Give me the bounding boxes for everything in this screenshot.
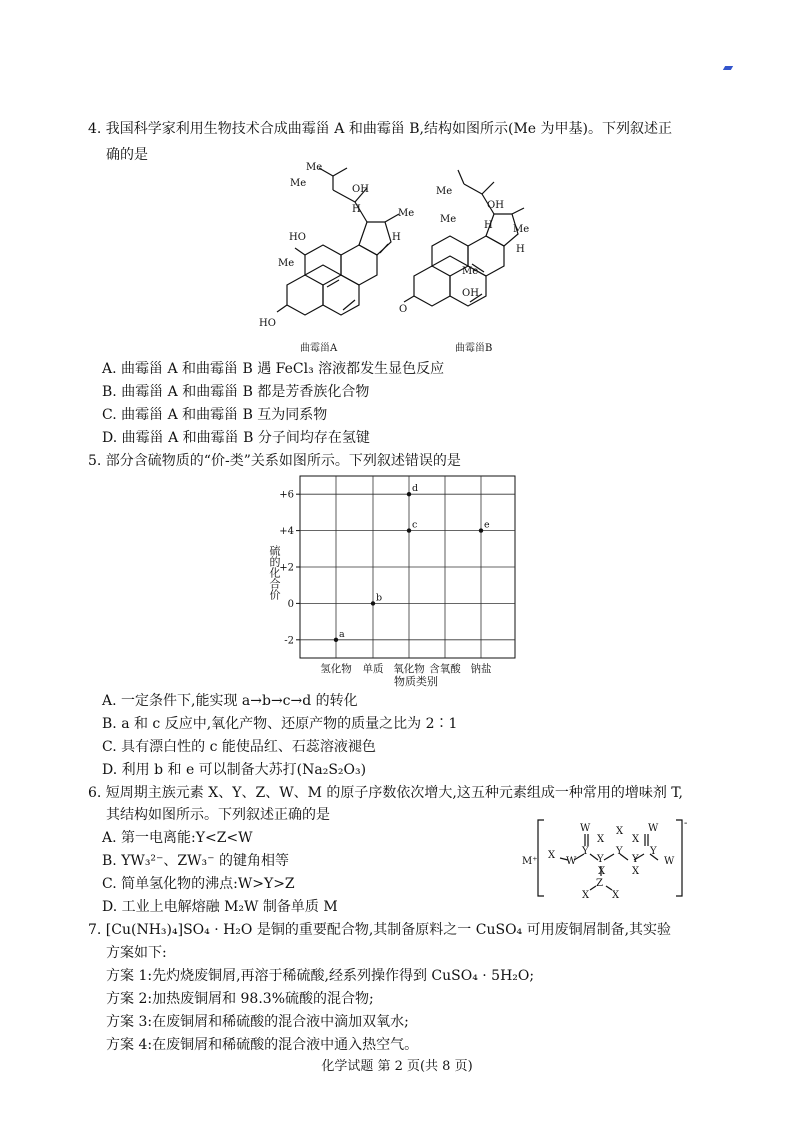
q4-option-d: D. 曲霉甾 A 和曲霉甾 B 分子间均存在氢键 bbox=[102, 430, 370, 446]
struct-a-me-top: Me bbox=[306, 162, 323, 173]
q6-option-c: C. 简单氢化物的沸点:W>Y>Z bbox=[102, 876, 295, 892]
q5-stem: 5. 部分含硫物质的“价-类”关系如图所示。下列叙述错误的是 bbox=[88, 453, 461, 469]
struct-b-me-ring: Me bbox=[462, 266, 479, 277]
struct-t-y-4: Y bbox=[632, 854, 639, 865]
q7-stem-line2: 方案如下: bbox=[106, 945, 167, 961]
chart-ytick-label: -2 bbox=[284, 635, 294, 647]
q7-stem-line1: 7. [Cu(NH₃)₄]SO₄ · H₂O 是铜的重要配合物,其制备原料之一 CuSO₄ 可用废铜屑制备,其实验 bbox=[88, 922, 672, 938]
struct-a-me-left: Me bbox=[290, 178, 307, 189]
struct-t-x-8: X bbox=[612, 890, 620, 901]
q7-plan-1: 方案 1:先灼烧废铜屑,再溶于稀硫酸,经系列操作得到 CuSO₄ · 5H₂O; bbox=[106, 968, 535, 984]
struct-b-oh: OH bbox=[487, 200, 504, 211]
q5-option-a: A. 一定条件下,能实现 a→b→c→d 的转化 bbox=[102, 693, 358, 709]
struct-t-m: M⁺ bbox=[522, 856, 538, 867]
q4-option-a: A. 曲霉甾 A 和曲霉甾 B 遇 FeCl₃ 溶液都发生显色反应 bbox=[102, 361, 445, 377]
chart-category-label: 氢化物 bbox=[320, 663, 352, 675]
q5-option-b: B. a 和 c 反应中,氧化产物、还原产物的质量之比为 2∶1 bbox=[102, 716, 458, 732]
q4-option-c: C. 曲霉甾 A 和曲霉甾 B 互为同系物 bbox=[102, 407, 328, 423]
struct-t-x-2: X bbox=[597, 834, 605, 845]
q5-option-d: D. 利用 b 和 e 可以制备大苏打(Na₂S₂O₃) bbox=[102, 762, 367, 778]
struct-b-me-left: Me bbox=[440, 214, 457, 225]
chart-point-d bbox=[407, 492, 411, 496]
struct-t-x-7: X bbox=[582, 890, 590, 901]
q4-option-b: B. 曲霉甾 A 和曲霉甾 B 都是芳香族化合物 bbox=[102, 384, 370, 400]
struct-b-oh-ring: OH bbox=[462, 288, 479, 299]
q7-plan-3: 方案 3:在废铜屑和稀硫酸的混合液中滴加双氧水; bbox=[106, 1014, 409, 1030]
chart-point-label-d: d bbox=[412, 483, 419, 495]
q7-plan-4: 方案 4:在废铜屑和稀硫酸的混合液中通入热空气。 bbox=[106, 1037, 419, 1053]
chart-category-label: 氧化物 bbox=[393, 663, 425, 675]
chart-ytick-label: +6 bbox=[279, 489, 294, 501]
struct-a-ho-lower: HO bbox=[259, 318, 276, 329]
chart-point-label-e: e bbox=[484, 519, 490, 531]
chart-point-c bbox=[407, 528, 411, 532]
struct-b-o: O bbox=[399, 304, 408, 315]
struct-a-caption: 曲霉甾A bbox=[300, 343, 338, 354]
q6-option-d: D. 工业上电解熔融 M₂W 制备单质 M bbox=[102, 899, 338, 915]
struct-t-x-6: X bbox=[632, 866, 640, 877]
struct-t-w-4: W bbox=[664, 856, 675, 867]
page-footer: 化学试题 第 2 页(共 8 页) bbox=[321, 1059, 473, 1074]
q6-stem-line2: 其结构如图所示。下列叙述正确的是 bbox=[106, 807, 330, 823]
q6-option-b: B. YW₃²⁻、ZW₃⁻ 的键角相等 bbox=[102, 853, 290, 869]
chart-ytick-label: 0 bbox=[287, 598, 294, 610]
struct-a-h-top: H bbox=[352, 204, 361, 215]
chart-xlabel: 物质类别 bbox=[394, 675, 438, 688]
struct-t-charge: - bbox=[684, 818, 688, 829]
struct-t-x-1: X bbox=[548, 850, 556, 861]
struct-t-y-1: Y bbox=[582, 846, 589, 857]
struct-b-caption: 曲霉甾B bbox=[455, 343, 493, 354]
q6-option-a: A. 第一电离能:Y<Z<W bbox=[102, 830, 253, 846]
chart-category-label: 单质 bbox=[362, 663, 384, 675]
struct-t-x-5: X bbox=[632, 834, 640, 845]
q6-stem-line1: 6. 短周期主族元素 X、Y、Z、W、M 的原子序数依次增大,这五种元素组成一种常用的增味剂 T, bbox=[88, 785, 683, 801]
struct-t-w-2: W bbox=[580, 823, 591, 834]
struct-t-w-1: W bbox=[566, 856, 577, 867]
chart-ylabel: 硫的化合价 bbox=[268, 545, 281, 600]
chart-point-label-c: c bbox=[412, 519, 418, 531]
struct-t-y-3: Y bbox=[616, 846, 623, 857]
struct-t-y-2: Y bbox=[597, 854, 604, 865]
struct-a-me-right: Me bbox=[398, 208, 415, 219]
struct-t-x-4: X bbox=[616, 826, 624, 837]
struct-a-ho-upper: HO bbox=[289, 232, 306, 243]
chart-point-a bbox=[334, 638, 338, 642]
struct-t-w-3: W bbox=[648, 823, 659, 834]
chart-ytick-label: +2 bbox=[279, 562, 294, 574]
struct-b-h-top: H bbox=[484, 220, 493, 231]
chart-point-e bbox=[479, 528, 483, 532]
q7-plan-2: 方案 2:加热废铜屑和 98.3%硫酸的混合物; bbox=[106, 991, 374, 1007]
chart-ytick-label: +4 bbox=[279, 526, 294, 538]
chart-category-label: 含氧酸 bbox=[429, 663, 461, 675]
chart-point-label-a: a bbox=[339, 628, 345, 640]
q5-option-c: C. 具有漂白性的 c 能使品红、石蕊溶液褪色 bbox=[102, 739, 376, 755]
struct-b-me-top: Me bbox=[436, 186, 453, 197]
chart-point-b bbox=[371, 601, 375, 605]
struct-t-z: Z bbox=[596, 878, 603, 889]
q4-stem-line2: 确的是 bbox=[106, 147, 148, 163]
struct-t-x-3: X bbox=[598, 866, 606, 877]
struct-a-oh: OH bbox=[352, 184, 369, 195]
struct-b-h-right: H bbox=[516, 244, 525, 255]
q4-stem-line1: 4. 我国科学家利用生物技术合成曲霉甾 A 和曲霉甾 B,结构如图所示(Me 为甲基)。下列叙述正 bbox=[88, 121, 672, 137]
chart-category-label: 钠盐 bbox=[470, 663, 492, 675]
struct-a-me-ring: Me bbox=[278, 258, 295, 269]
struct-a-h-right: H bbox=[392, 232, 401, 243]
chart-point-label-b: b bbox=[376, 592, 383, 604]
struct-b-me-right: Me bbox=[513, 224, 530, 235]
struct-t-y-5: Y bbox=[650, 846, 657, 857]
